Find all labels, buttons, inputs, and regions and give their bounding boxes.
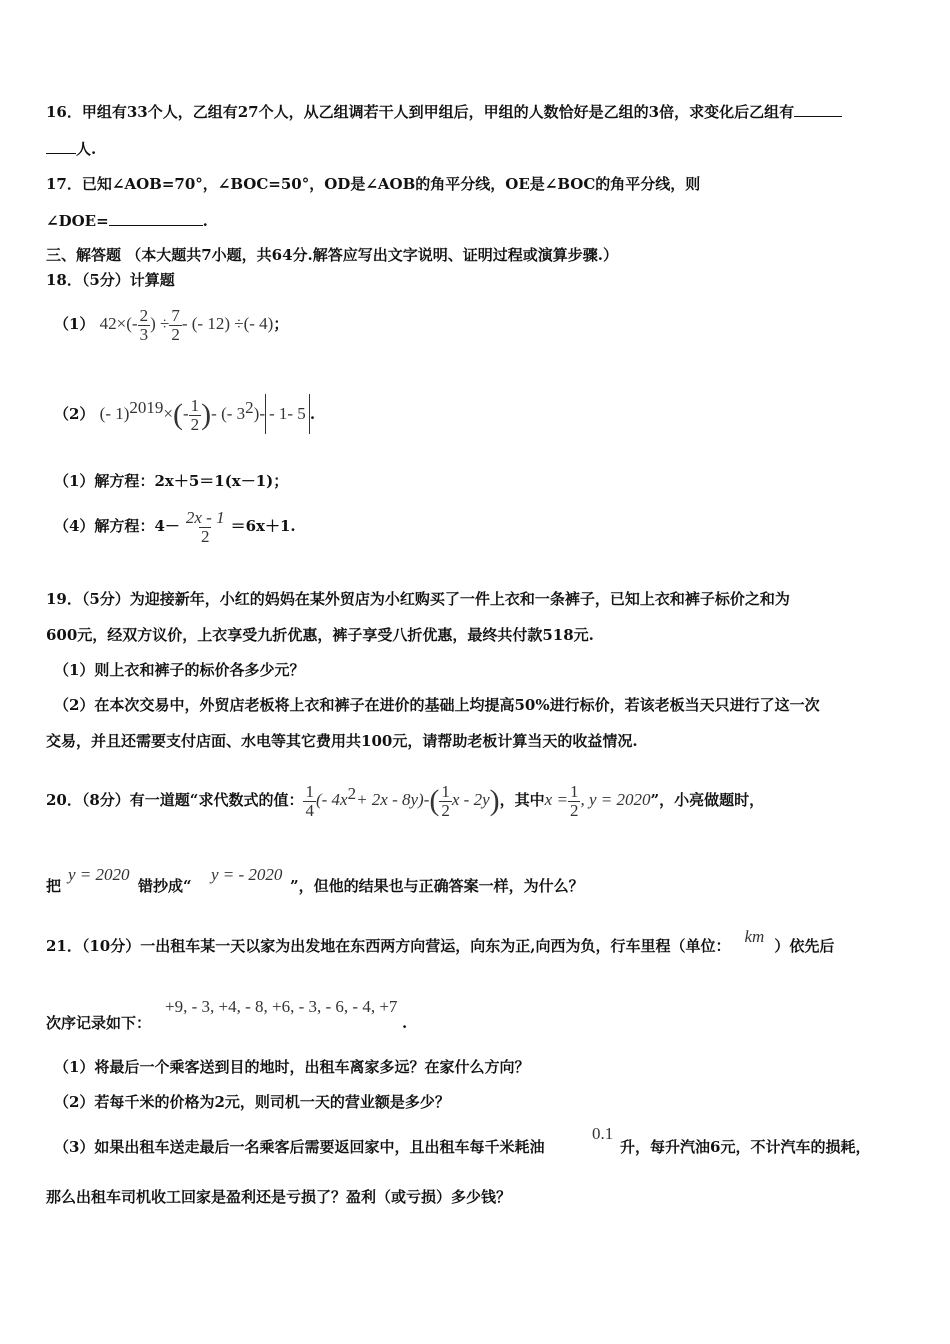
q16-text: 16．甲组有33个人，乙组有27个人，从乙组调若干人到甲组后，甲组的人数恰好是乙组的3倍，求变化后乙组有 [46, 103, 795, 121]
q17-line1: 17．已知∠AOB=70°，∠BOC=50°，OD是∠AOB的角平分线，OE是∠BOC的角平分线，则 [46, 175, 701, 193]
q17-end: . [202, 212, 208, 230]
q20-rparen: ) [489, 784, 500, 817]
q16-line1 [46, 102, 842, 122]
q21-sub3-val: 0.1 [592, 1124, 614, 1143]
q18-p2-exp: 2019 [129, 398, 164, 417]
q20-cond-frac-num: 1 [569, 781, 579, 801]
q20-line1 [46, 772, 764, 823]
q21-line1 [46, 927, 835, 956]
q16-unit: 人. [76, 140, 97, 158]
q18-p4-frac [184, 509, 227, 546]
q21-unit: km [744, 927, 765, 946]
q16-blank-b [46, 139, 76, 154]
q18-p4-den: 2 [200, 526, 210, 546]
q21-sub3c: 那么出租车司机收工回家是盈利还是亏损了？盈利（或亏损）多少钱？ [46, 1188, 512, 1206]
q20-expr-exp: 2 [347, 784, 357, 803]
q18-p2-frac [189, 397, 202, 434]
q18-p2-frac-den: 2 [190, 414, 200, 434]
q21-sub3a: （3）如果出租车送走最后一名乘客后需要返回家中，且出租车每千米耗油 [54, 1138, 545, 1156]
q18-p4-label: （4）解方程：4－ [54, 517, 180, 535]
q20-cond-frac-den: 2 [569, 800, 579, 820]
q18-p4-num: 2x - 1 [185, 507, 225, 527]
q20-expr-a: (- 4x [315, 790, 348, 809]
q18-p1-expr-c: - (- 12) ÷(- 4) [181, 314, 274, 333]
q19-line1: 19．（5分）为迎接新年，小红的妈妈在某外贸店为小红购买了一件上衣和一条裤子，已知上衣和裤子标价之和为 [46, 590, 790, 608]
q16-blank-a [794, 102, 842, 117]
q18-p2-rparen: ) [201, 398, 212, 431]
q20-expr-b: + 2x - 8y)- [356, 790, 430, 809]
section3-title: 三、解答题 （本大题共7小题，共64分.解答应写出文字说明、证明过程或演算步骤.） [46, 246, 618, 264]
q21-sub3b: 升，每升汽油6元，不计汽车的损耗， [620, 1138, 871, 1156]
q18-p2-lparen: ( [173, 398, 183, 431]
q17-answer-label: ∠DOE= [46, 212, 109, 230]
q19-sub2a: （2）在本次交易中，外贸店老板将上衣和裤子在进价的基础上均提高50%进行标价，若该老板当天只进行了这一次 [54, 696, 820, 714]
q18-p1-label: （1） [54, 315, 95, 333]
q20-line2-b: 错抄成“ [138, 877, 192, 895]
q20-frac-quarter-den: 4 [305, 800, 314, 820]
q21-line2-end: . [402, 1014, 408, 1032]
q18-p1-frac2-num: 7 [171, 305, 180, 325]
q19-sub2b: 交易，并且还需要支付店面、水电等其它费用共100元，请帮助老板计算当天的收益情况. [46, 732, 638, 750]
q21-line2: 次序记录如下： [46, 1014, 152, 1032]
q20-line2-expr2: y = - 2020 [211, 865, 283, 884]
q21-records: +9, - 3, +4, - 8, +6, - 3, - 6, - 4, +7 [165, 997, 398, 1016]
q21-line1-end: ）依先后 [774, 937, 835, 955]
q20-lparen: ( [429, 784, 440, 817]
q21-sub2: （2）若每千米的价格为2元，则司机一天的营业额是多少？ [54, 1093, 450, 1111]
q18-part1 [54, 304, 288, 344]
q18-p1-expr-a: 42×(- [99, 314, 138, 333]
q21-sub1: （1）将最后一个乘客送到目的地时，出租车离家多远？在家什么方向？ [54, 1058, 530, 1076]
q20-cond-a: x = [544, 790, 568, 809]
q18-part3: （1）解方程：2x＋5＝1(x－1)； [54, 472, 289, 490]
q20-expr-c: x - 2y [451, 790, 490, 809]
q18-p2-expr-c: - (- 3 [211, 404, 246, 423]
q18-p2-frac-num: 1 [190, 395, 200, 415]
q20-frac-half-num: 1 [441, 781, 450, 801]
q18-p2-expr-a: (- 1) [99, 404, 130, 423]
q18-p2-minus: - [183, 404, 189, 423]
q20-line2-expr1: y = 2020 [68, 865, 130, 884]
q18-p2-abs: - 1- 5 [265, 394, 310, 434]
q17-line2 [46, 211, 208, 231]
q20-cond-b: , y = 2020 [580, 790, 651, 809]
q18-p4-end: ＝6x＋1. [230, 517, 296, 535]
q18-header: 18．（5分）计算题 [46, 271, 175, 289]
q19-line2: 600元，经双方议价，上衣享受九折优惠，裤子享受八折优惠，最终共付款518元. [46, 626, 594, 644]
q18-p2-label: （2） [54, 405, 95, 423]
q20-text-a: 20．（8分）有一道题“求代数式的值： [46, 791, 304, 809]
q18-p2-end: . [309, 405, 316, 423]
q20-frac-half [439, 783, 452, 820]
q18-p1-end: ； [273, 315, 289, 333]
q17-blank [109, 211, 203, 226]
q20-frac-quarter [303, 783, 316, 820]
q20-line2 [46, 876, 61, 896]
q18-p1-frac2-den: 2 [171, 324, 180, 344]
q16-line2 [46, 139, 96, 159]
q20-cond-frac [568, 783, 581, 820]
q20-line2-a: 把 [46, 877, 62, 895]
q18-p1-expr-b: ) ÷ [150, 314, 170, 333]
q18-p2-expr-b: × [163, 404, 173, 423]
q20-text-b: ，其中 [499, 791, 545, 809]
q20-frac-half-den: 2 [441, 800, 450, 820]
q19-sub1: （1）则上衣和裤子的标价各多少元？ [54, 661, 305, 679]
q18-p1-frac1-num: 2 [139, 305, 149, 325]
q18-p1-frac2 [169, 307, 182, 344]
q18-part2 [54, 388, 315, 435]
q20-text-c: ”，小亮做题时， [650, 791, 765, 809]
q20-line2-c: ”，但他的结果也与正确答案一样，为什么？ [290, 877, 584, 895]
q18-p1-frac1 [138, 307, 151, 344]
q18-p2-exp2: 2 [245, 398, 254, 417]
q18-p2-expr-d: )- [253, 404, 265, 423]
q21-line1-text: 21．（10分）一出租车某一天以家为出发地在东西两方向营运，向东为正,向西为负，行车里程（单位： [46, 937, 731, 955]
q18-part4 [54, 506, 296, 546]
q18-p1-frac1-den: 3 [139, 324, 149, 344]
q20-frac-quarter-num: 1 [305, 781, 314, 801]
